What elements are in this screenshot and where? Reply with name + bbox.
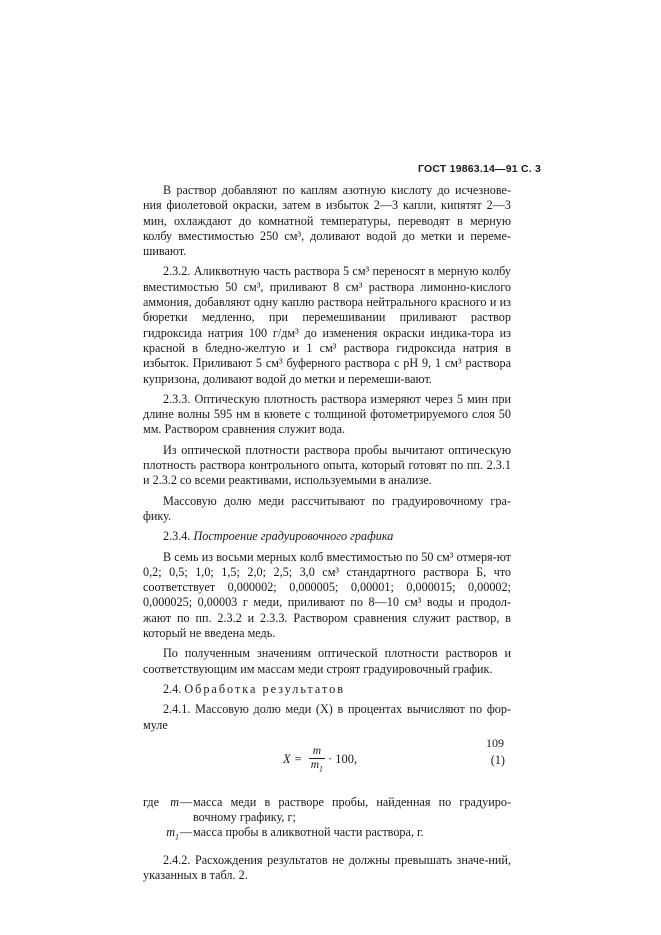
- section-heading-2-4: [143, 682, 511, 697]
- paragraph: 2.3.3. Оптическую плотность раствора измеряют через 5 мин при длине волны 595 нм в кювете с толщиной фотометрируемого слоя 50 мм. Раствором сравнения служит вода.: [143, 391, 511, 437]
- page-number: 109: [486, 736, 504, 750]
- formula-denominator: $m_1$: [310, 758, 324, 774]
- section-title: Обработка результатов: [184, 681, 346, 696]
- formula-expression: [283, 745, 357, 775]
- formula-tail: · 100,: [328, 752, 358, 767]
- paragraph: В раствор добавляют по каплям азотную кислоту до исчезнове-ния фиолетовой окраски, затем в избыток 2—3 капли, кипятят 2—3 мин, охлаждают до комнатной температуры, переводят в мерную колбу вместимостью 250 см³, доливают водой до метки и переме-шивают.: [143, 183, 511, 259]
- formula-numerator: m: [309, 745, 325, 759]
- legend-item: где m — масса меди в растворе пробы, найденная по градуиро-вочному графику, г;: [143, 794, 511, 825]
- paragraph: В семь из восьми мерных колб вместимостью по 50 см³ отмеря-ют 0,2; 0,5; 1,0; 1,5; 2,0; 2,5; 3,0 см³ стандартного раствора Б, что соответствует 0,000002; 0,000005; 0,00001; 0,000015; 0,00002; 0,000025; 0,00003 г меди, приливают по 8—10 см³ воды и продол-жают по пп. 2.3.2 и 2.3.3. Раствором сравнения служит раствор, в который не введена медь.: [143, 549, 511, 641]
- formula-equals: =: [294, 752, 302, 767]
- paragraph: Из оптической плотности раствора пробы вычитают оптическую плотность раствора контрольного опыта, который готовят по пп. 2.3.1 и 2.3.2 со всеми реактивами, используемыми в анализе.: [143, 442, 511, 488]
- page-header: ГОСТ 19863.14—91 С. 3: [418, 163, 541, 175]
- legend-prefix: [143, 825, 165, 845]
- legend-symbol: m: [170, 794, 179, 809]
- paragraph: 2.3.2. Аликвотную часть раствора 5 см³ переносят в мерную колбу вместимостью 50 см³, приливают 8 см³ раствора лимонно-кислого аммония, добавляют одну каплю раствора нейтрального красного и из бюретки медленно, при перемешивании приливают раствор гидроксида натрия 100 г/дм³ до изменения окраски индика-тора из красной в бледно-желтую и 1 см³ раствора гидроксида натрия в избыток. Приливают 5 см³ буферного раствора с pH 9, 1 см³ раствора купризона, доливают водой до метки и перемеши-вают.: [143, 264, 511, 386]
- legend-prefix: где: [143, 794, 160, 809]
- legend-item: $m_1$ — масса пробы в аликвотной части раствора, г.: [143, 825, 511, 845]
- formula-lhs: X: [283, 752, 291, 767]
- equation-number: (1): [490, 752, 505, 767]
- paragraph: 2.4.2. Расхождения результатов не должны превышать значе-ний, указанных в табл. 2.: [143, 853, 511, 883]
- legend-symbol: $m_1$: [166, 825, 179, 842]
- section-number: 2.4.: [163, 681, 182, 696]
- paragraph: 2.4.1. Массовую долю меди (X) в процентах вычисляют по фор-муле: [143, 702, 511, 732]
- section-title: Построение градуировочного графика: [193, 529, 394, 544]
- formula: [143, 741, 511, 783]
- section-number: 2.3.4.: [163, 529, 191, 544]
- legend-text: масса пробы в аликвотной части раствора, г.: [193, 825, 424, 840]
- paragraph: По полученным значениям оптической плотности растворов и соответствующим им массам меди строят градуировочный график.: [143, 646, 511, 676]
- paragraph: Массовую долю меди рассчитывают по градуировочному гра-фику.: [143, 493, 511, 523]
- legend-text: масса меди в растворе пробы, найденная по градуиро-вочному графику, г;: [193, 794, 511, 825]
- section-heading-2-3-4: [143, 529, 511, 544]
- document-body: [143, 183, 511, 889]
- formula-fraction: [309, 745, 325, 775]
